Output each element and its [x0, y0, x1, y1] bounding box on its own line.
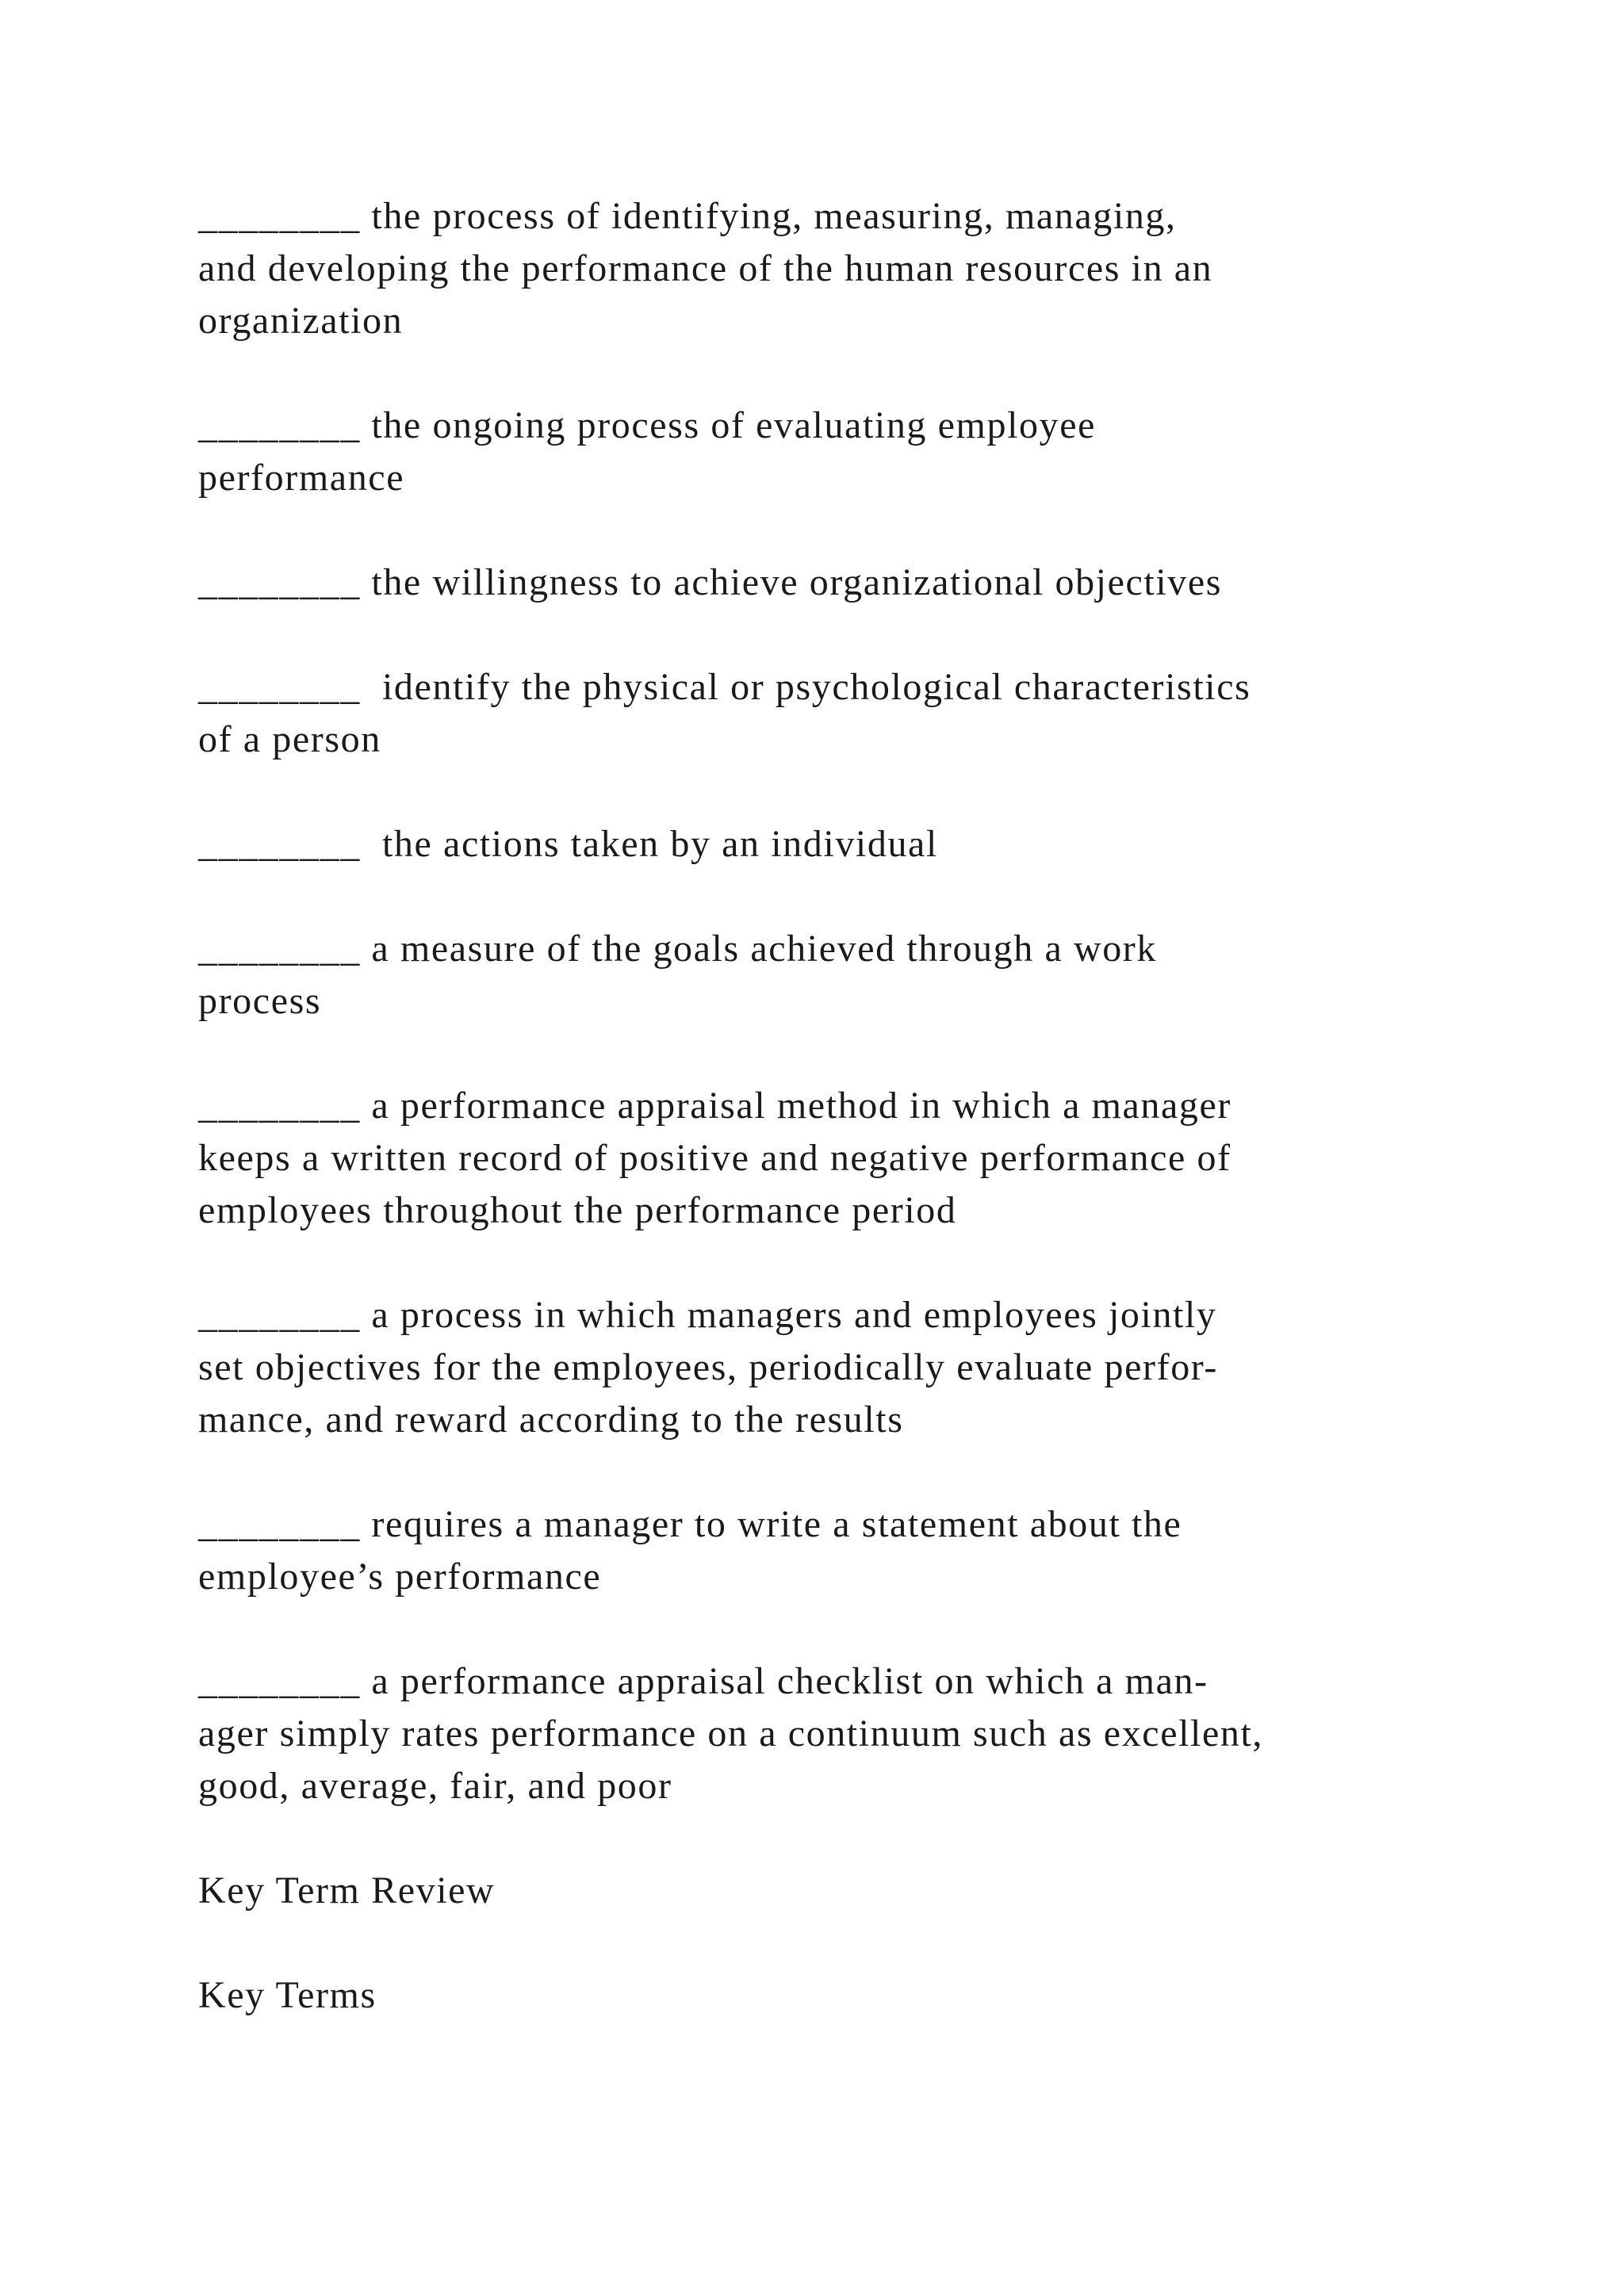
- heading-line: Key Term Review: [198, 1869, 496, 1911]
- paragraph-gap: [198, 1237, 1467, 1289]
- text-line: good, average, fair, and poor: [198, 1765, 672, 1807]
- text-line: ________ the process of identifying, measuring, managing,: [198, 195, 1177, 237]
- text-line: ________ requires a manager to write a statement about the: [198, 1503, 1182, 1545]
- text-line: ________ the ongoing process of evaluating employee: [198, 404, 1097, 446]
- text-line: ________ a performance appraisal checklist on which a man-: [198, 1660, 1208, 1702]
- section-heading-key-term-review: [198, 1865, 1467, 1917]
- paragraph-gap: [198, 1603, 1467, 1655]
- definition-item-4: [198, 661, 1467, 766]
- heading-line: Key Terms: [198, 1974, 377, 2016]
- definition-item-7: [198, 1080, 1467, 1237]
- text-line: of a person: [198, 718, 381, 760]
- text-line: ________ identify the physical or psychological characteristics: [198, 666, 1251, 708]
- paragraph-gap: [198, 1446, 1467, 1498]
- text-line: organization: [198, 300, 404, 342]
- definition-item-2: [198, 400, 1467, 504]
- paragraph-gap: [198, 347, 1467, 400]
- definition-item-9: [198, 1498, 1467, 1603]
- definition-item-10: [198, 1655, 1467, 1812]
- text-line: process: [198, 980, 322, 1022]
- section-heading-key-terms: [198, 1969, 1467, 2022]
- text-line: ________ the actions taken by an individual: [198, 823, 938, 865]
- paragraph-gap: [198, 1812, 1467, 1865]
- text-line: ________ the willingness to achieve organizational objectives: [198, 561, 1223, 603]
- paragraph-gap: [198, 1027, 1467, 1080]
- text-line: employees throughout the performance period: [198, 1189, 957, 1231]
- text-line: ager simply rates performance on a continuum such as excellent,: [198, 1712, 1264, 1755]
- text-line: ________ a performance appraisal method in which a manager: [198, 1085, 1232, 1127]
- text-line: mance, and reward according to the results: [198, 1399, 904, 1441]
- text-line: ________ a measure of the goals achieved through a work: [198, 928, 1157, 970]
- definition-item-8: [198, 1289, 1467, 1446]
- paragraph-gap: [198, 766, 1467, 818]
- definition-item-1: [198, 190, 1467, 347]
- paragraph-gap: [198, 609, 1467, 661]
- paragraph-gap: [198, 504, 1467, 557]
- definition-item-3: [198, 557, 1467, 609]
- paragraph-gap: [198, 871, 1467, 923]
- text-line: ________ a process in which managers and employees jointly: [198, 1294, 1217, 1336]
- definition-item-5: [198, 818, 1467, 871]
- text-line: keeps a written record of positive and negative performance of: [198, 1137, 1231, 1179]
- text-line: performance: [198, 457, 405, 499]
- definition-item-6: [198, 923, 1467, 1027]
- text-line: employee’s performance: [198, 1556, 602, 1598]
- text-line: and developing the performance of the human resources in an: [198, 247, 1213, 289]
- text-line: set objectives for the employees, periodically evaluate perfor-: [198, 1346, 1219, 1388]
- paragraph-gap: [198, 1917, 1467, 1969]
- document-page: [198, 190, 1467, 2022]
